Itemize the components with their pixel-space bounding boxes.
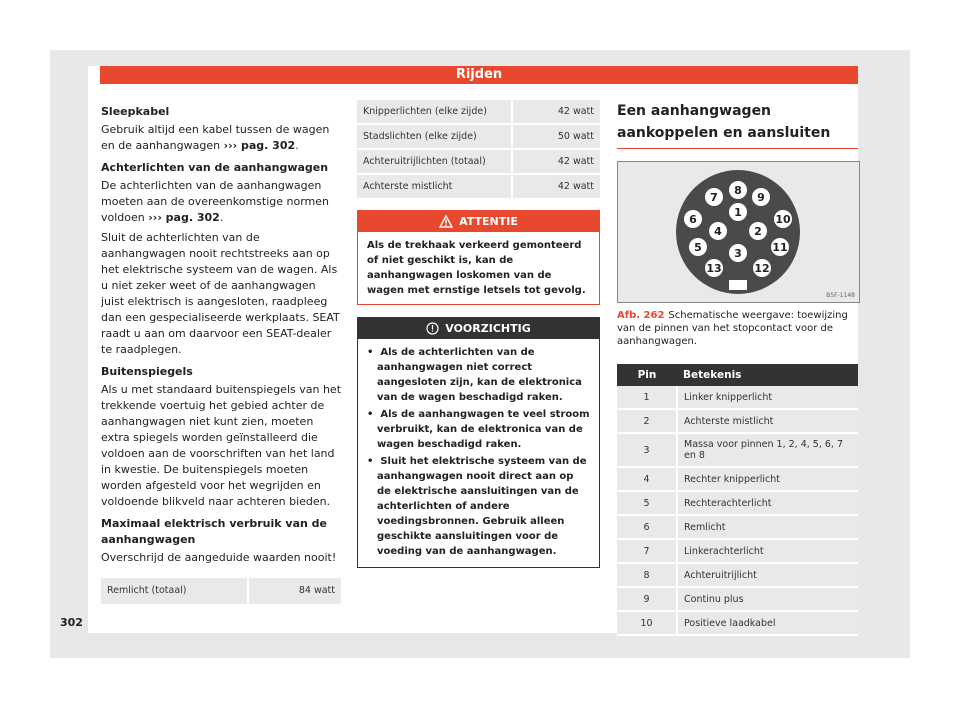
table-cell-pin: 4	[617, 467, 677, 491]
connector-pin-label: 13	[706, 262, 722, 275]
list-item: • Sluit het elektrische systeem van de aanhangwagen nooit direct aan op de elektrische aansluitingen van de achterlichten of andere voedingsbronnen. Gebruik alleen geschikte aansluitingen voor de voeding van de aanhangwagen.	[367, 456, 587, 557]
paragraph-buitenspiegels: Als u met standaard buitenspiegels van het trekkende voertuig het gebied achter de aanhangwagen niet kunt zien, moeten extra spiegels worden geïnstalleerd die voldoen aan de voorschriften van het land in kwestie. De buitenspiegels moeten worden afgesteld voor het wegrijden en voldoende blikveld naar achteren bieden.	[101, 383, 342, 508]
connector-pin-label: 7	[710, 191, 718, 204]
heading-maximaal: Maximaal elektrisch verbruik van de aanhangwagen	[101, 517, 328, 546]
table-cell-meaning: Continu plus	[677, 587, 858, 611]
figure-caption	[617, 309, 858, 348]
table-cell-meaning: Massa voor pinnen 1, 2, 4, 5, 6, 7 en 8	[677, 433, 858, 467]
caution-box	[357, 317, 600, 568]
heading-sleepkabel: Sleepkabel	[101, 105, 170, 118]
warning-triangle-icon	[439, 215, 453, 228]
caption-text: Schematische weergave: toewijzing van de pinnen van het stopcontact voor de aanhangwagen.	[617, 310, 848, 347]
warning-text: Als de trekhaak verkeerd gemonteerd of niet geschikt is, kan de aanhangwagen loskomen van de wagen met ernstige letsels tot gevolg.	[367, 240, 586, 296]
paragraph-achterlichten-2: Sluit de achterlichten van de aanhangwagen nooit rechtstreeks aan op het elektrische systeem van de wagen. Als u niet zeker weet of de aanhangwagen juist elektrisch is aangesloten, raadpleeg dan een gespecialiseerde werkplaats. SEAT raadt u aan om daarvoor een SEAT-dealer te raadplegen.	[101, 231, 340, 356]
table-row	[617, 467, 858, 491]
column-middle	[357, 100, 600, 568]
table-row	[617, 433, 858, 467]
consumption-table-part1	[101, 578, 341, 606]
consumption-table-part2	[357, 100, 600, 200]
table-cell-pin: 7	[617, 539, 677, 563]
table-cell-pin: 10	[617, 611, 677, 635]
table-row	[101, 578, 341, 605]
table-cell-pin: 9	[617, 587, 677, 611]
column-left	[101, 98, 341, 606]
warning-title: ATTENTIE	[459, 215, 518, 228]
caution-body	[358, 339, 599, 567]
connector-pin-label: 8	[734, 184, 742, 197]
column-right	[617, 100, 858, 636]
table-cell-pin: 8	[617, 563, 677, 587]
connector-pin-label: 3	[734, 247, 742, 260]
table-row	[617, 587, 858, 611]
pin-assignment-table	[617, 364, 858, 636]
section-heading: Een aanhangwagen aankoppelen en aansluiten	[617, 100, 858, 149]
table-cell-meaning: Achteruitrijlicht	[677, 563, 858, 587]
table-row	[357, 124, 600, 149]
table-row	[617, 515, 858, 539]
caution-header	[358, 318, 599, 339]
connector-pin-label: 6	[689, 213, 697, 226]
connector-pin-label: 10	[775, 213, 791, 226]
table-cell-meaning: Achterste mistlicht	[677, 409, 858, 433]
table-row	[357, 174, 600, 199]
table-cell-meaning: Rechter knipperlicht	[677, 467, 858, 491]
table-cell-meaning: Linkerachterlicht	[677, 539, 858, 563]
info-circle-icon	[426, 322, 439, 335]
table-cell-value: 84 watt	[248, 578, 341, 605]
table-cell-meaning: Rechterachterlicht	[677, 491, 858, 515]
table-row	[617, 491, 858, 515]
connector-pin-label: 5	[694, 241, 702, 254]
table-cell-pin: 3	[617, 433, 677, 467]
table-row	[617, 563, 858, 587]
table-cell-pin: 5	[617, 491, 677, 515]
table-cell-pin: 1	[617, 386, 677, 409]
page-reference-link[interactable]: ››› pag. 302	[223, 139, 296, 152]
page-reference-link[interactable]: ››› pag. 302	[148, 211, 220, 224]
figure-label: Afb. 262	[617, 310, 665, 321]
table-row	[617, 539, 858, 563]
connector-pin-label: 9	[757, 191, 765, 204]
caution-title: VOORZICHTIG	[445, 322, 531, 335]
table-cell-label: Remlicht (totaal)	[101, 578, 248, 605]
table-cell-label: Achterste mistlicht	[357, 174, 512, 199]
connector-pin-label: 2	[754, 225, 762, 238]
table-cell-value: 42 watt	[512, 174, 600, 199]
table-cell-meaning: Remlicht	[677, 515, 858, 539]
figure-connector	[617, 161, 860, 303]
table-row	[617, 611, 858, 635]
paragraph-maximaal: Overschrijd de aangeduide waarden nooit!	[101, 551, 337, 564]
paragraph-sleepkabel: Gebruik altijd een kabel tussen de wagen en de aanhangwagen ››› pag. 302.	[101, 123, 330, 152]
page-number: 302	[60, 616, 83, 629]
table-cell-meaning: Linker knipperlicht	[677, 386, 858, 409]
table-cell-value: 50 watt	[512, 124, 600, 149]
table-cell-meaning: Positieve laadkabel	[677, 611, 858, 635]
connector-pin-label: 1	[734, 206, 742, 219]
table-cell-value: 42 watt	[512, 100, 600, 124]
warning-box	[357, 210, 600, 305]
column-header-meaning: Betekenis	[677, 364, 858, 386]
table-row	[617, 409, 858, 433]
table-cell-value: 42 watt	[512, 149, 600, 174]
table-cell-pin: 6	[617, 515, 677, 539]
connector-pin-label: 11	[772, 241, 788, 254]
warning-header	[358, 211, 599, 232]
table-row	[617, 386, 858, 409]
table-row	[357, 100, 600, 124]
table-row	[357, 149, 600, 174]
table-cell-label: Knipperlichten (elke zijde)	[357, 100, 512, 124]
section-header: Rijden	[100, 66, 858, 84]
column-header-pin: Pin	[617, 364, 677, 386]
table-cell-label: Stadslichten (elke zijde)	[357, 124, 512, 149]
heading-buitenspiegels: Buitenspiegels	[101, 365, 193, 378]
heading-achterlichten: Achterlichten van de aanhangwagen	[101, 161, 329, 174]
figure-code: B5F-1148	[826, 292, 855, 299]
connector-pin-label: 4	[714, 225, 722, 238]
list-item: • Als de achterlichten van de aanhangwagen niet correct aangesloten zijn, kan de elektronica van de wagen beschadigd raken.	[367, 347, 582, 403]
table-header-row	[617, 364, 858, 386]
connector-pin-label: 12	[754, 262, 770, 275]
list-item: • Als de aanhangwagen te veel stroom verbruikt, kan de elektronica van de wagen beschadigd raken.	[367, 409, 590, 450]
connector-socket-diagram	[618, 162, 859, 302]
table-cell-label: Achteruitrijlichten (totaal)	[357, 149, 512, 174]
paragraph-achterlichten-1: De achterlichten van de aanhangwagen moeten aan de overeenkomstige normen voldoen ››› pag. 302.	[101, 179, 330, 224]
table-cell-pin: 2	[617, 409, 677, 433]
